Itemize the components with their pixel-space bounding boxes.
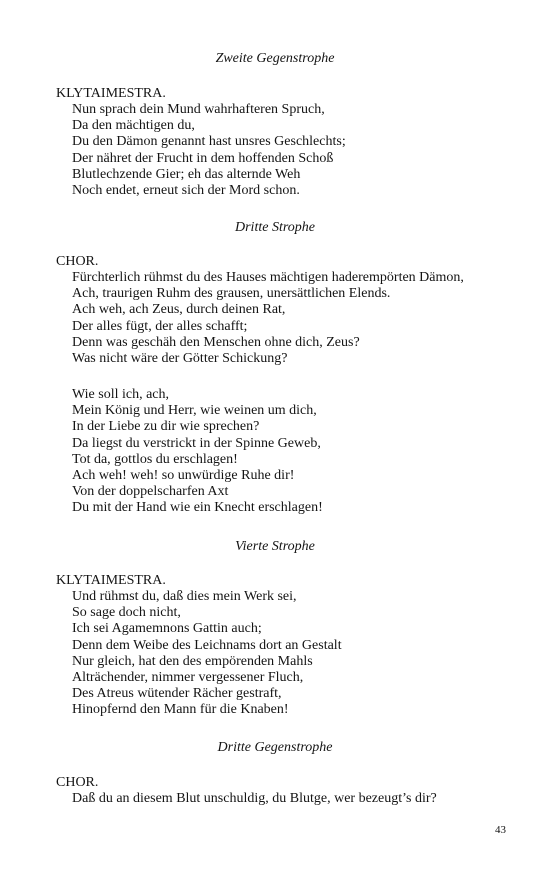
stanza-chor-1b (72, 387, 542, 517)
verse-line: Noch endet, erneut sich der Mord schon. (72, 182, 300, 198)
verse-line: Ich sei Agamemnons Gattin auch; (72, 621, 262, 637)
stanza-chor-1a (72, 270, 542, 367)
verse-line: Du den Dämon genannt hast unsres Geschlechts; (72, 134, 346, 150)
verse-line: Blutlechzende Gier; eh das alternde Weh (72, 166, 301, 182)
verse-line: Denn dem Weibe des Leichnams dort an Gestalt (72, 637, 342, 653)
verse-line: Ach weh! weh! so unwürdige Ruhe dir! (72, 467, 295, 483)
verse-line: Du mit der Hand wie ein Knecht erschlagen! (72, 500, 323, 516)
stanza-chor-2 (72, 791, 542, 807)
verse-line: Ach weh, ach Zeus, durch deinen Rat, (72, 302, 286, 318)
verse-line: Tot da, gottlos du erschlagen! (72, 451, 238, 467)
verse-line: Da liegst du verstrickt in der Spinne Geweb, (72, 435, 321, 451)
verse-line: Fürchterlich rühmst du des Hauses mächtigen haderempörten Dämon, (72, 270, 464, 285)
verse-line: Nur gleich, hat den des empörenden Mahls (72, 653, 313, 669)
verse-line: Hinopfernd den Mann für die Knaben! (72, 702, 289, 718)
speaker-klytaimestra: KLYTAIMESTRA. (56, 573, 166, 588)
verse-line: Des Atreus wütender Rächer gestraft, (72, 686, 282, 702)
speaker-klytaimestra: KLYTAIMESTRA. (56, 86, 166, 101)
verse-line: Alträchender, nimmer vergessener Fluch, (72, 669, 304, 685)
verse-line: Denn was geschäh den Menschen ohne dich, Zeus? (72, 334, 360, 350)
section-heading-dritte-strophe: Dritte Strophe (235, 220, 315, 235)
verse-line: Von der doppelscharfen Axt (72, 484, 229, 500)
stanza-klytaimestra-1 (72, 102, 542, 199)
section-heading-vierte-strophe: Vierte Strophe (235, 539, 315, 554)
verse-line: So sage doch nicht, (72, 605, 181, 621)
stanza-klytaimestra-2 (72, 589, 542, 719)
verse-line: Da den mächtigen du, (72, 118, 195, 134)
verse-line: In der Liebe zu dir wie sprechen? (72, 419, 260, 435)
verse-line: Wie soll ich, ach, (72, 387, 170, 402)
verse-line: Daß du an diesem Blut unschuldig, du Blutge, wer bezeugt’s dir? (72, 791, 437, 806)
verse-line: Und rühmst du, daß dies mein Werk sei, (72, 589, 297, 604)
verse-line: Ach, traurigen Ruhm des grausen, unersättlichen Elends. (72, 286, 391, 302)
section-heading-dritte-gegenstrophe: Dritte Gegenstrophe (217, 740, 333, 755)
verse-line: Nun sprach dein Mund wahrhafteren Spruch, (72, 102, 325, 117)
verse-line: Der nähret der Frucht in dem hoffenden Schoß (72, 150, 334, 166)
verse-line: Was nicht wäre der Götter Schickung? (72, 350, 288, 366)
page-number: 43 (495, 824, 506, 836)
verse-line: Mein König und Herr, wie weinen um dich, (72, 403, 317, 419)
verse-line: Der alles fügt, der alles schafft; (72, 318, 248, 334)
speaker-chor: CHOR. (56, 254, 99, 269)
speaker-chor: CHOR. (56, 775, 99, 790)
section-heading-zweite-gegenstrophe: Zweite Gegenstrophe (215, 51, 335, 66)
